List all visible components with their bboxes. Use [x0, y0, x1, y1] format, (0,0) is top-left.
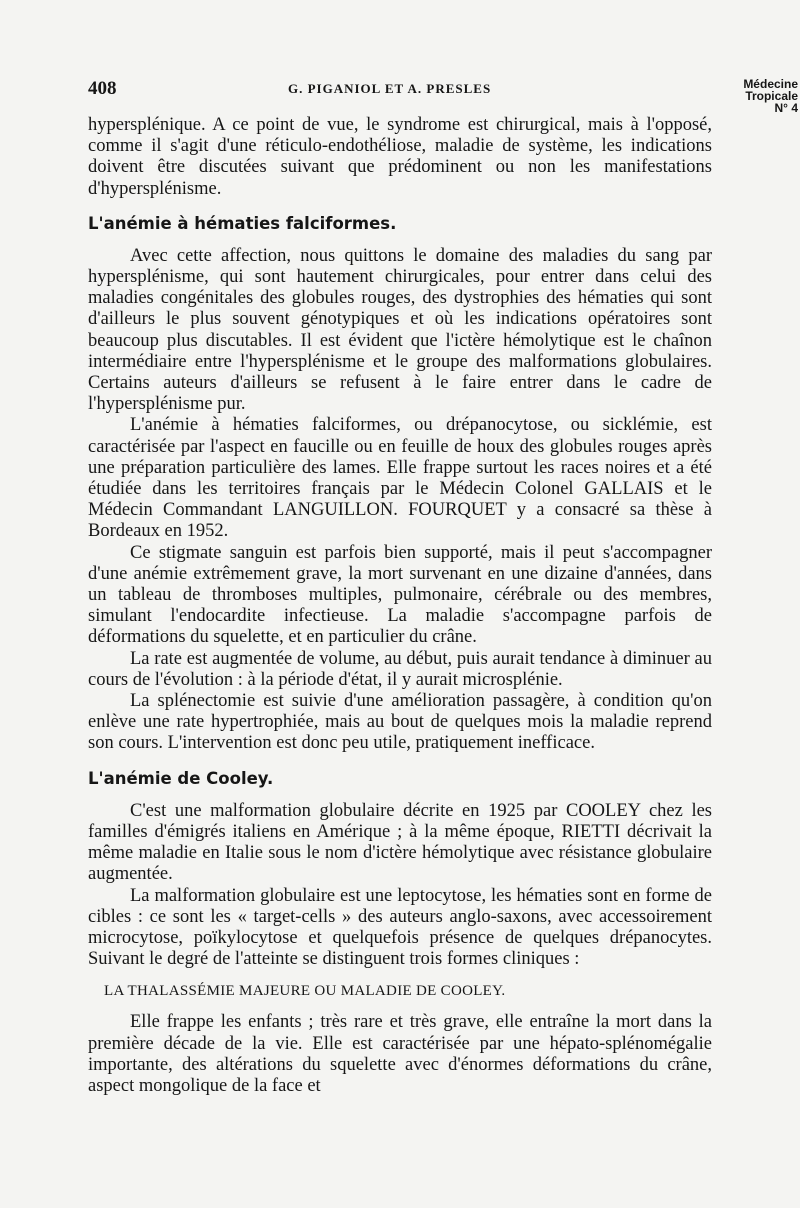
journal-line-1: Médecine — [743, 77, 798, 91]
paragraph: Elle frappe les enfants ; très rare et très grave, elle entraîne la mort dans la première décade de la vie. Elle est caractérisée par une hépato-splénomégalie importante, des altérations du squelette avec d'énormes déformations du crâne, aspect mongolique de la face et — [88, 1012, 712, 1096]
paragraph: La rate est augmentée de volume, au début, puis aurait tendance à diminuer au cours de l'évolution : à la période d'état, il y aurait microsplénie. — [88, 648, 712, 690]
page-header — [88, 77, 800, 115]
section-heading-falciform: L'anémie à hématies falciformes. — [88, 213, 397, 233]
paragraph: L'anémie à hématies falciformes, ou drépanocytose, ou sicklémie, est caractérisée par l'aspect en faucille ou en feuille de houx des globules rouges après une préparation particulière des lames. Elle frappe surtout les races noires et a été étudiée dans les territoires français par le Médecin Colonel GALLAIS et le Médecin Commandant LANGUILLON. FOURQUET y a consacré sa thèse à Bordeaux en 1952. — [88, 415, 712, 542]
paragraph: La splénectomie est suivie d'une amélioration passagère, à condition qu'on enlève une rate hypertrophiée, mais au bout de quelques mois la maladie reprend son cours. L'intervention est donc peu utile, pratiquement inefficace. — [88, 691, 712, 754]
paragraph: C'est une malformation globulaire décrite en 1925 par COOLEY chez les familles d'émigrés italiens en Amérique ; à la même époque, RIETTI décrivait la même maladie en Italie sous le nom d'ictère hémolytique avec résistance globulaire augmentée. — [88, 800, 712, 885]
paragraph: La malformation globulaire est une leptocytose, les hématies sont en forme de cibles : ce sont les « target-cells » des auteurs anglo-saxons, avec accessoirement microcytose, poïkylocytose et quelquefois présence de quelques drépanocytes. Suivant le degré de l'atteinte se distinguent trois formes cliniques : — [88, 885, 712, 970]
article-body — [88, 115, 712, 1097]
journal-line-2: Tropicale — [745, 89, 798, 103]
section-heading-cooley: L'anémie de Cooley. — [88, 768, 274, 788]
journal-mark — [743, 78, 798, 114]
running-head-authors: G. PIGANIOL ET A. PRESLES — [288, 81, 492, 96]
page-number: 408 — [88, 78, 117, 99]
paragraph: Avec cette affection, nous quittons le domaine des maladies du sang par hypersplénisme, qui sont hautement chirurgicales, pour entrer dans celui des maladies congénitales des globules rouges, des dystrophies des hématies qui sont d'ailleurs le plus souvent génotypiques et où les indications opératoires sont beaucoup plus discutables. Il est évident que l'ictère hémolytique est le chaînon intermédiaire entre l'hypersplénisme et le groupe des malformations globulaires. Certains auteurs d'ailleurs se refusent à le faire entrer dans le cadre de l'hypersplénisme pur. — [88, 245, 712, 415]
journal-line-3: N° 4 — [774, 101, 798, 115]
paragraph: Ce stigmate sanguin est parfois bien supporté, mais il peut s'accompagner d'une anémie extrêmement grave, la mort survenant en une dizaine d'années, dans un tableau de thromboses multiples, pulmonaire, cérébrale ou des membres, simulant l'endocardite infectieuse. La maladie s'accompagne parfois de déformations du squelette, et en particulier du crâne. — [88, 542, 712, 648]
paragraph-intro: hypersplénique. A ce point de vue, le syndrome est chirurgical, mais à l'opposé, comme il s'agit d'une réticulo-endothéliose, maladie de système, les indications doivent être discutées suivant que prédominent ou non les manifestations d'hypersplénisme. — [88, 115, 712, 199]
subsection-heading-thalassemia: LA THALASSÉMIE MAJEURE OU MALADIE DE COOLEY. — [104, 983, 506, 1000]
